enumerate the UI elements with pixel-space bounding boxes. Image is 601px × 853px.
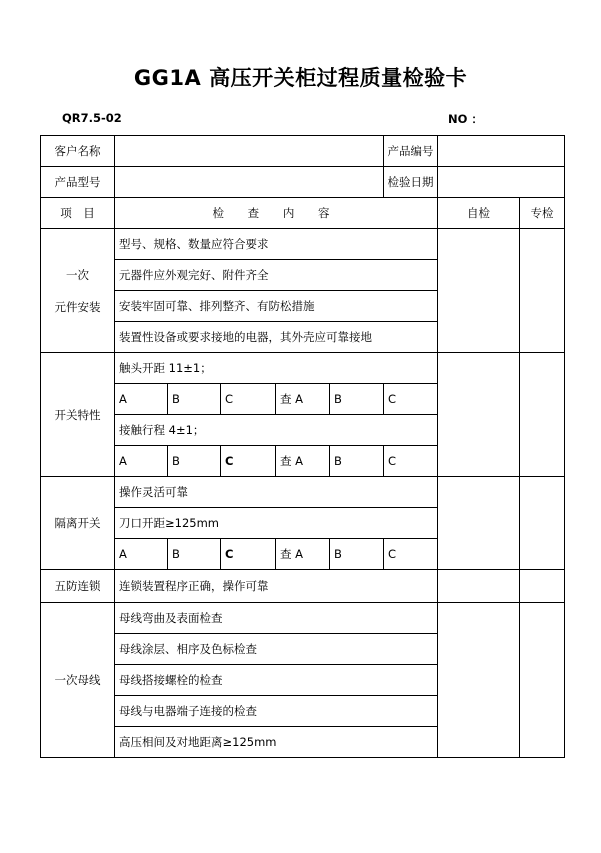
inspect-date-field[interactable]	[438, 167, 565, 198]
check-item: 型号、规格、数量应符合要求	[115, 229, 438, 260]
special-check-cell[interactable]	[520, 477, 565, 570]
phase-cell[interactable]: C	[384, 446, 438, 477]
phase-cell[interactable]: B	[330, 446, 384, 477]
header-special-check: 专检	[520, 198, 565, 229]
header-row	[41, 198, 565, 229]
check-item: 接触行程 4±1；	[115, 415, 438, 446]
check-item: 操作灵活可靠	[115, 477, 438, 508]
section-interlock-label: 五防连锁	[41, 570, 115, 603]
info-row	[41, 167, 565, 198]
model-field[interactable]	[115, 167, 384, 198]
phase-cell[interactable]: 查 A	[276, 384, 330, 415]
check-item: 装置性设备或要求接地的电器，其外壳应可靠接地	[115, 322, 438, 353]
phase-cell[interactable]: 查 A	[276, 446, 330, 477]
phase-cell[interactable]: C	[384, 384, 438, 415]
inspection-table	[40, 135, 565, 758]
phase-cell[interactable]: 查 A	[276, 539, 330, 570]
page-title: GG1A 高压开关柜过程质量检验卡	[133, 66, 468, 90]
check-item: 母线搭接螺栓的检查	[115, 665, 438, 696]
check-item: 母线与电器端子连接的检查	[115, 696, 438, 727]
inspect-date-label: 检验日期	[384, 167, 438, 198]
self-check-cell[interactable]	[438, 229, 520, 353]
self-check-cell[interactable]	[438, 603, 520, 758]
phase-cell[interactable]: B	[330, 384, 384, 415]
phase-cell[interactable]: B	[168, 539, 221, 570]
check-item: 安装牢固可靠、排列整齐、有防松措施	[115, 291, 438, 322]
special-check-cell[interactable]	[520, 353, 565, 477]
phase-cell[interactable]: C	[221, 446, 276, 477]
check-item: 触头开距 11±1；	[115, 353, 438, 384]
number-label: NO ：	[448, 112, 483, 126]
section-switch-char-label: 开关特性	[41, 353, 115, 477]
special-check-cell[interactable]	[520, 570, 565, 603]
check-item: 连锁装置程序正确，操作可靠	[115, 570, 438, 603]
phase-cell[interactable]: B	[330, 539, 384, 570]
self-check-cell[interactable]	[438, 353, 520, 477]
product-no-field[interactable]	[438, 136, 565, 167]
section-primary-install-label: 一次 元件安装	[41, 229, 115, 353]
check-item: 母线涂层、相序及色标检查	[115, 634, 438, 665]
form-code: QR7.5-02	[62, 111, 122, 125]
special-check-cell[interactable]	[520, 603, 565, 758]
phase-cell[interactable]: C	[384, 539, 438, 570]
phase-cell[interactable]: B	[168, 384, 221, 415]
header-content: 检 查 内 容	[115, 198, 438, 229]
model-label: 产品型号	[41, 167, 115, 198]
customer-label: 客户名称	[41, 136, 115, 167]
phase-cell[interactable]: A	[115, 384, 168, 415]
check-item: 刀口开距≥125mm	[115, 508, 438, 539]
info-row	[41, 136, 565, 167]
customer-field[interactable]	[115, 136, 384, 167]
product-no-label: 产品编号	[384, 136, 438, 167]
check-item: 元器件应外观完好、附件齐全	[115, 260, 438, 291]
phase-cell[interactable]: B	[168, 446, 221, 477]
phase-cell[interactable]: A	[115, 446, 168, 477]
special-check-cell[interactable]	[520, 229, 565, 353]
phase-cell[interactable]: C	[221, 539, 276, 570]
section-isolator-label: 隔离开关	[41, 477, 115, 570]
phase-cell[interactable]: C	[221, 384, 276, 415]
check-item: 高压相间及对地距离≥125mm	[115, 727, 438, 758]
self-check-cell[interactable]	[438, 570, 520, 603]
section-busbar-label: 一次母线	[41, 603, 115, 758]
self-check-cell[interactable]	[438, 477, 520, 570]
header-self-check: 自检	[438, 198, 520, 229]
header-item: 项 目	[41, 198, 115, 229]
phase-cell[interactable]: A	[115, 539, 168, 570]
check-item: 母线弯曲及表面检查	[115, 603, 438, 634]
